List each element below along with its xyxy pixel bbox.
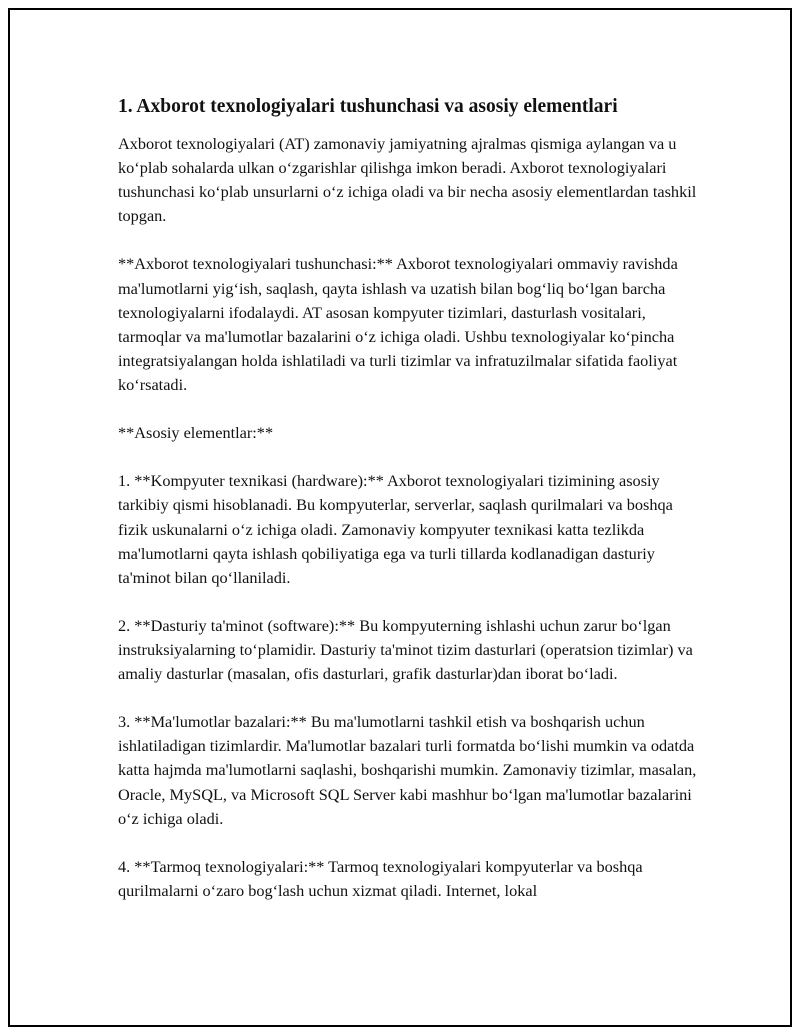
paragraph-elements-heading: **Asosiy elementlar:**	[118, 423, 274, 443]
paragraph-concept: **Axborot texnologiyalari tushunchasi:** Axborot texnologiyalari ommaviy ravishda ma'lumotlarni yigʻish, saqlash, qayta ishlash va uzatish bilan bogʻliq boʻlgan barcha texnologiyalarni ifodalaydi. AT asosan kompyuter tizimlari, dasturlash vositalari, tarmoqlar va ma'lumotlar bazalarini oʻz ichiga oladi. Ushbu texnologiyalar koʻpincha integratsiyalangan holda ishlatiladi va turli tizimlar va infratuzilmalar sifatida faoliyat koʻrsatadi.	[118, 254, 678, 394]
document-page	[8, 8, 792, 1027]
paragraph-networks: 4. **Tarmoq texnologiyalari:** Tarmoq texnologiyalari kompyuterlar va boshqa qurilmalarni oʻzaro bogʻlash uchun xizmat qiladi. Internet, lokal	[118, 856, 643, 900]
paragraph-hardware: 1. **Kompyuter texnikasi (hardware):** Axborot texnologiyalari tizimining asosiy tarkibiy qismi hisoblanadi. Bu kompyuterlar, serverlar, saqlash qurilmalari va boshqa fizik uskunalarni oʻz ichiga oladi. Zamonaviy kompyuter texnikasi katta tezlikda ma'lumotlarni qayta ishlash qobiliyatiga ega va turli tillarda kodlanadigan dasturiy ta'minot bilan qoʻllaniladi.	[118, 471, 673, 587]
document-content	[118, 94, 698, 903]
paragraph-intro: Axborot texnologiyalari (AT) zamonaviy jamiyatning ajralmas qismiga aylangan va u koʻplab sohalarda ulkan oʻzgarishlar qilishga imkon beradi. Axborot texnologiyalari tushunchasi koʻplab unsurlarni oʻz ichiga oladi va bir necha asosiy elementlardan tashkil topgan.	[118, 134, 697, 226]
paragraph-databases: 3. **Ma'lumotlar bazalari:** Bu ma'lumotlarni tashkil etish va boshqarish uchun ishlatiladigan tizimlardir. Ma'lumotlar bazalari turli formatda boʻlishi mumkin va odatda katta hajmda ma'lumotlarni saqlashi, boshqarishi mumkin. Zamonaviy tizimlar, masalan, Oracle, MySQL, va Microsoft SQL Server kabi mashhur boʻlgan ma'lumotlar bazalarini oʻz ichiga oladi.	[118, 712, 697, 828]
paragraph-software: 2. **Dasturiy ta'minot (software):** Bu kompyuterning ishlashi uchun zarur boʻlgan instruksiyalarning toʻplamidir. Dasturiy ta'minot tizim dasturlari (operatsion tizimlar) va amaliy dasturlar (masalan, ofis dasturlari, grafik dasturlar)dan iborat boʻladi.	[118, 615, 693, 684]
document-title: 1. Axborot texnologiyalari tushunchasi va asosiy elementlari	[118, 96, 618, 117]
